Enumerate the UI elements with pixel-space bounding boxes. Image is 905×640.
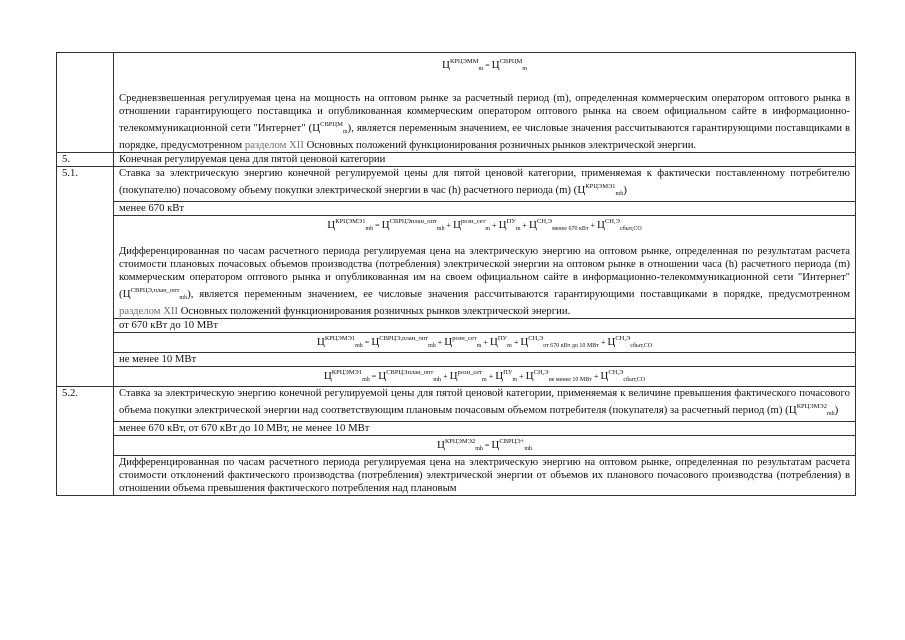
row-description: Ставка за электрическую энергию конечной регулируемой цены для пятой ценовой категории, применяемая к фактически поставленному потребителю (покупателю) почасовому объему покупки электрической энергии в час (h) расчетного периода (m) $(Ц^{КРЦЭМЭ1}_{mh})$ — [114, 167, 856, 202]
row-number-cell — [57, 53, 114, 153]
formula-inline-svrce: $(Ц^{СВРЦЭ,план\_опт}_{mh})$ — [119, 287, 191, 301]
paragraph-hourly-price: Дифференцированная по часам расчетного периода регулируемая цена на электрическую энергию на оптовом рынке, определенная по результатам расчета стоимости плановых почасовых объемов производства (потребления) электрической энергии на оптовом рынке в отношении часа (h) расчетного периода (m) коммерческим оператором оптового рынка и опубликованная им на своем официальном сайте в информационно-телекоммуникационной сети "Интернет" $(Ц^{СВРЦЭ,план\_опт}_{mh})$, является переменным значением, ее числовые значения рассчитываются гарантирующими поставщиками в порядке, предусмотренном разделом XII Основных положений функционирования розничных рынков электрической энергии. — [119, 245, 850, 317]
row-number: 5.1. — [57, 167, 114, 387]
table-row — [57, 333, 856, 353]
capacity-subheader: не менее 10 МВт — [114, 353, 856, 367]
formula-inline-krcem2: $(Ц^{КРЦЭМЭ2}_{mh})$ — [785, 403, 839, 417]
content-cell — [114, 53, 856, 153]
content-cell — [114, 216, 856, 319]
capacity-subheader: менее 670 кВт — [114, 202, 856, 216]
paragraph-deviation-price: Дифференцированная по часам расчетного периода регулируемая цена на электрическую энергию на оптовом рынке, определенная по результатам расчета стоимости отклонений фактического производства (потребления) электрической энергии от объемов их планового почасового производства (потребления) в отношении объема превышения фактического потребления над плановым — [114, 456, 856, 496]
table-row — [57, 387, 856, 422]
formula-670-10: $Ц^{КРЦЭМЭ1}_{mh} = Ц^{СВРЦЭ,план\_опт}_{mh} + Ц^{розн\_сет}_m + Ц^{ПУ}_m + Ц^{СН,Э}_{от 670 кВт до 10 МВт} + Ц^{СН,Э}_{сбыт,СО}$ — [316, 335, 653, 349]
row-number: 5. — [57, 153, 114, 167]
capacity-subheader: от 670 кВт до 10 МВт — [114, 319, 856, 333]
section-link[interactable]: разделом XII — [244, 139, 304, 151]
table-row — [57, 456, 856, 496]
table-row — [57, 216, 856, 319]
formula-top: $Ц^{КРЦЭММ}_m = Ц^{СВРЦМ}_m$ — [441, 58, 528, 72]
table-row — [57, 53, 856, 153]
table-row — [57, 367, 856, 387]
row-number: 5.2. — [57, 387, 114, 496]
formula-less-670: $Ц^{КРЦЭМЭ1}_{mh} = Ц^{СВРЦЭплан\_опт}_{mh} + Ц^{розн\_сет}_m + Ц^{ПУ}_m + Ц^{СН,Э}_{менее 670 кВт} + Ц^{СН,Э}_{сбыт,СО}$ — [327, 218, 642, 232]
row-title: Конечная регулируемая цена для пятой ценовой категории — [114, 153, 856, 167]
section-link[interactable]: разделом XII — [119, 305, 179, 317]
table-row — [57, 202, 856, 216]
table-row — [57, 167, 856, 202]
content-cell — [114, 367, 856, 387]
table-row — [57, 319, 856, 333]
content-cell — [114, 333, 856, 353]
table-row — [57, 153, 856, 167]
formula-not-less-10: $Ц^{КРЦЭМЭ1}_{mh} = Ц^{СВРЦЭплан\_опт}_{mh} + Ц^{розн\_сет}_m + Ц^{ПУ}_m + Ц^{СН,Э}_{не менее 10 МВт} + Ц^{СН,Э}_{сбыт,СО}$ — [323, 369, 646, 383]
table-row — [57, 436, 856, 456]
paragraph-weighted-capacity-price: Средневзвешенная регулируемая цена на мощность на оптовом рынке за расчетный период (m), определенная коммерческим оператором оптового рынка в отношении гарантирующего поставщика и опубликованная коммерческим оператором оптового рынка на своем официальном сайте в информационно-телекоммуникационной сети "Интернет" $(Ц^{СВРЦМ}_m)$, является переменным значением, ее числовые значения рассчитываются гарантирующими поставщиками в порядке, предусмотренном разделом XII Основных положений функционирования розничных рынков электрической энергии. — [119, 92, 851, 151]
formula-krcem2: $Ц^{КРЦЭМЭ2}_{mh} = Ц^{СВРЦЭ+}_{mh}$ — [437, 438, 532, 452]
table-row — [57, 353, 856, 367]
capacity-subheader: менее 670 кВт, от 670 кВт до 10 МВт, не менее 10 МВт — [114, 422, 856, 436]
table-row — [57, 422, 856, 436]
formula-inline-krcem1: $(Ц^{КРЦЭМЭ1}_{mh})$ — [573, 183, 627, 197]
tariff-table — [56, 52, 856, 496]
row-description: Ставка за электрическую энергию конечной регулируемой цены для пятой ценовой категории, применяемая к величине превышения фактического почасового объема покупки электрической энергии над соответствующим плановым почасовым объемом потребителя (покупателя) за расчетный период (m) $(Ц^{КРЦЭМЭ2}_{mh})$ — [114, 387, 856, 422]
formula-inline-svrcm: $(Ц^{СВРЦМ}_m)$ — [308, 121, 352, 135]
content-cell — [114, 436, 856, 456]
